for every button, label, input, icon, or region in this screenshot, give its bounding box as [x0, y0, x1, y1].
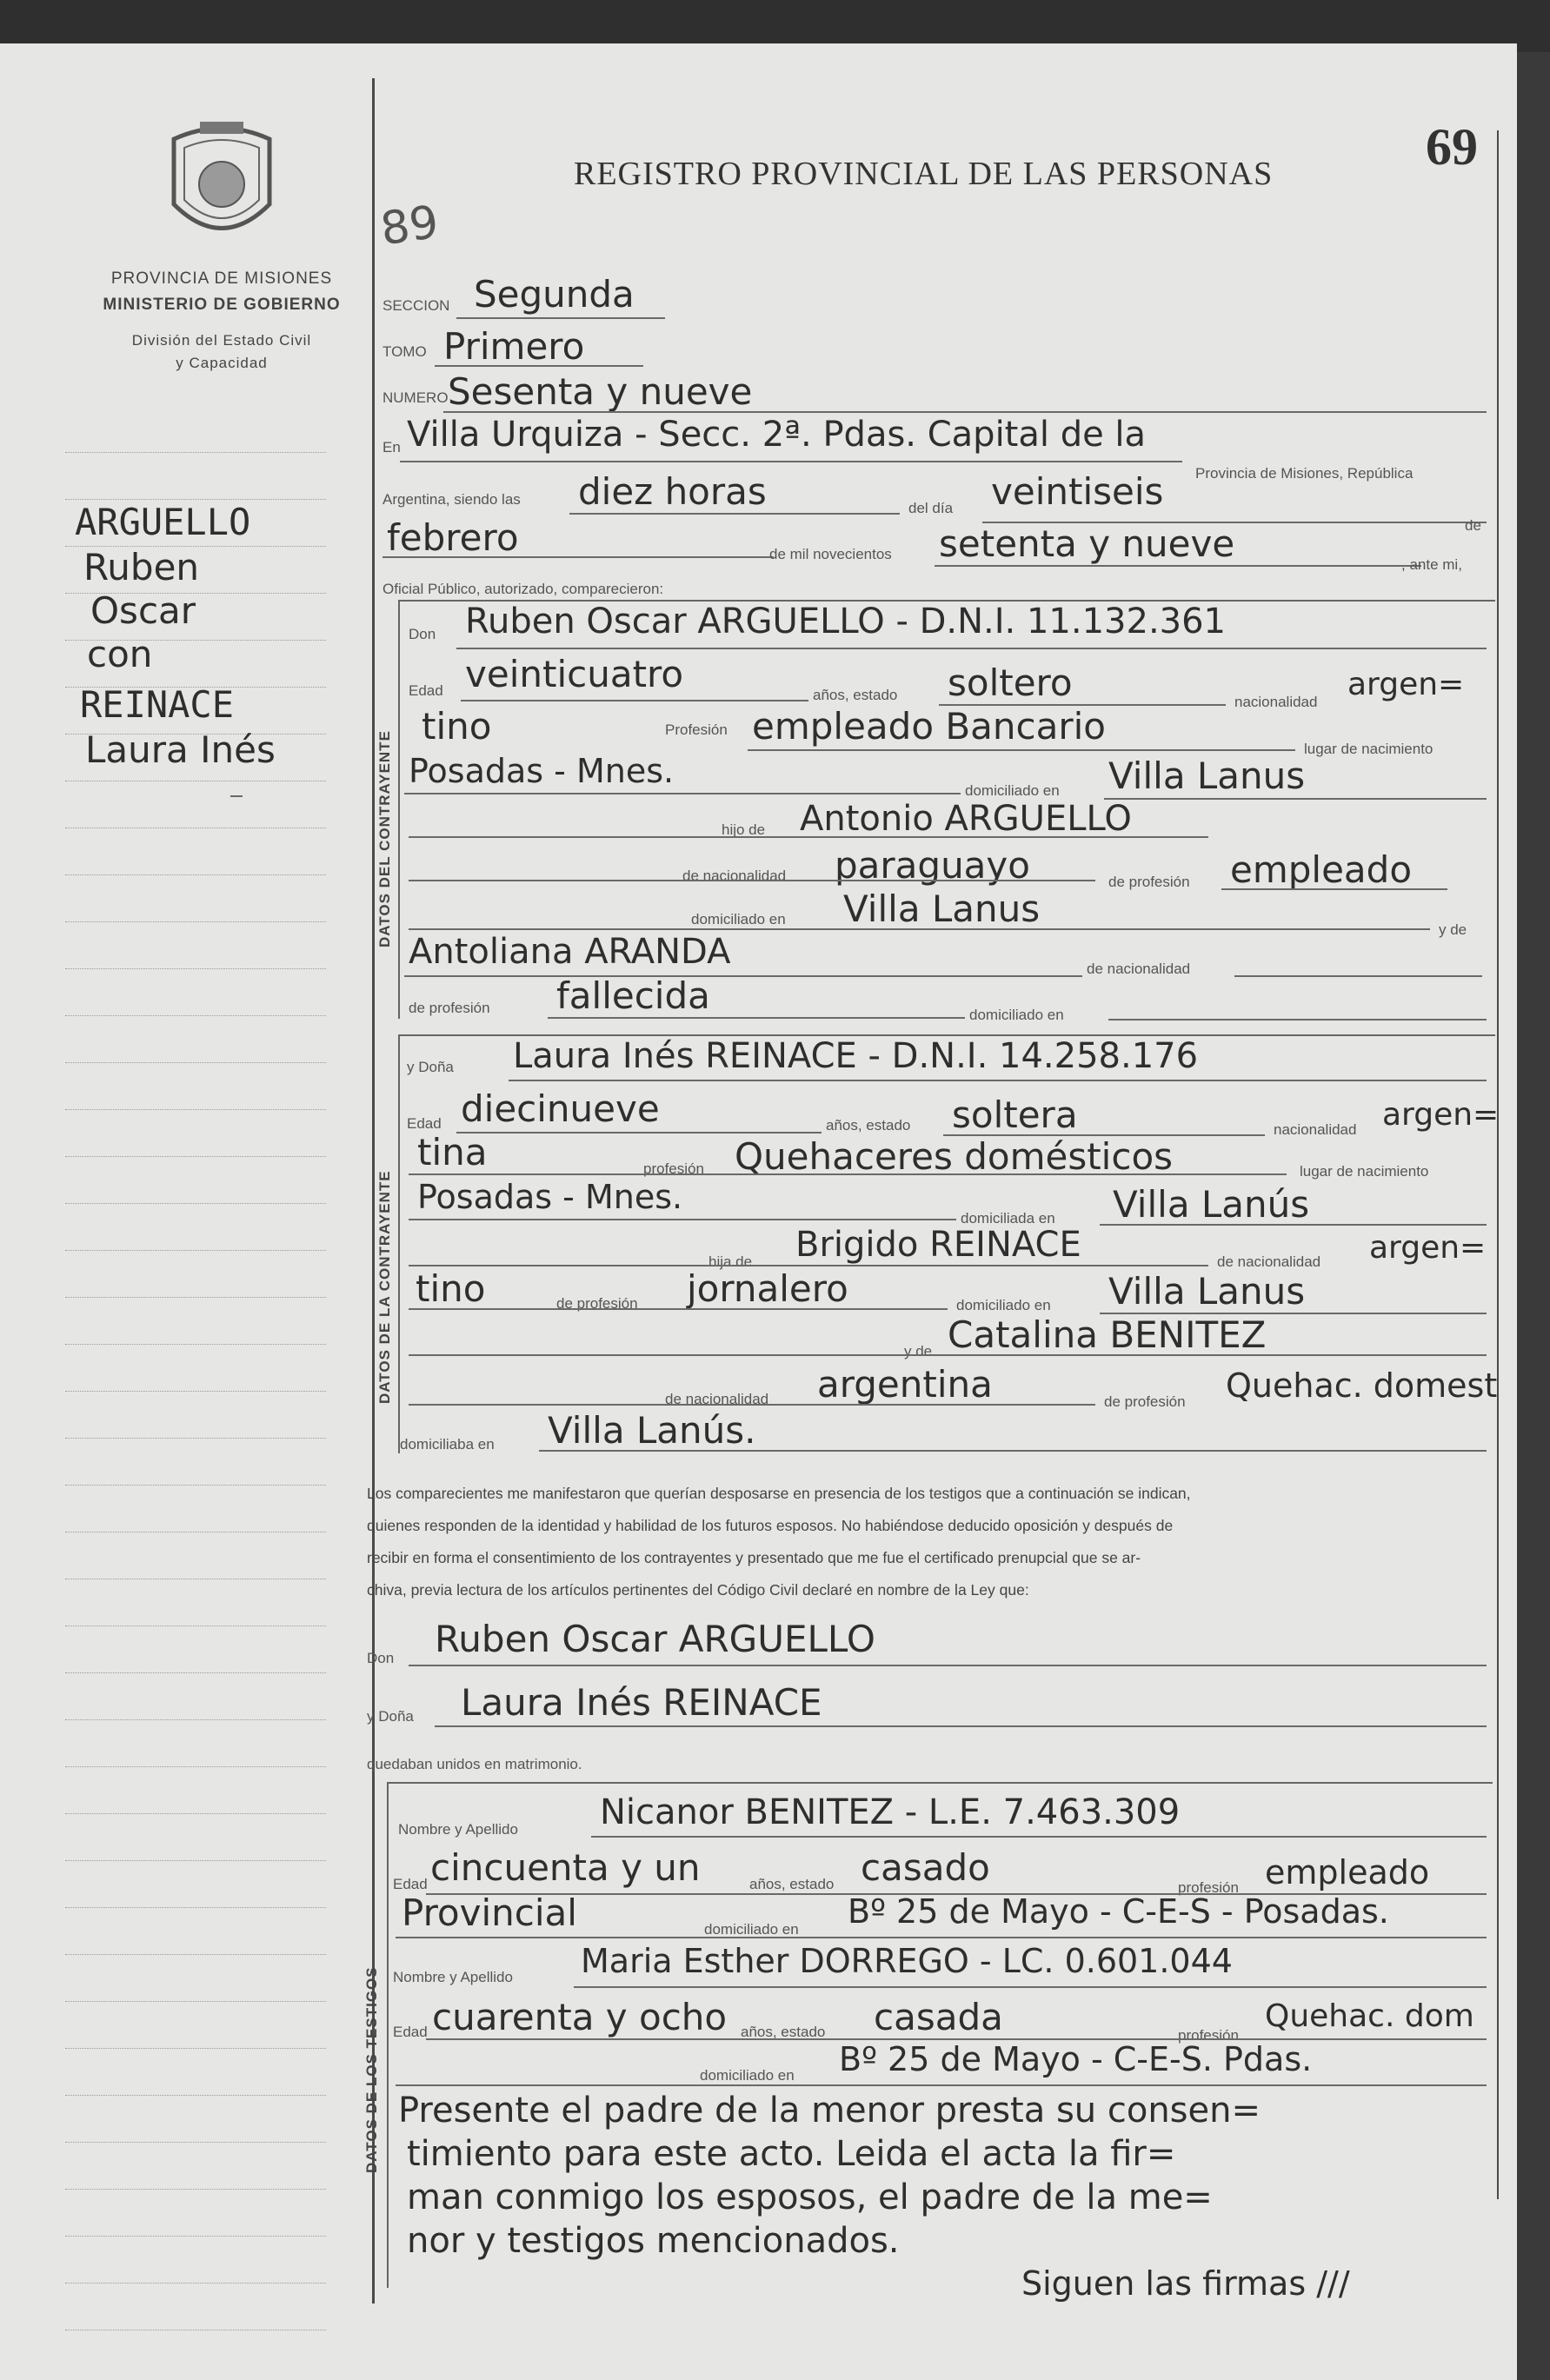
- hijo-label: hijo de: [722, 821, 766, 838]
- domicilio2-value: Villa Lanús: [1113, 1183, 1310, 1226]
- t2-nombre-label: Nombre y Apellido: [393, 1969, 513, 1985]
- padre-dom-label: domiciliado en: [691, 911, 786, 927]
- domicilio2-line: [1100, 1224, 1487, 1226]
- profesion2-value: Quehaceres domésticos: [735, 1135, 1174, 1178]
- esposa-value: Laura Inés REINACE: [461, 1681, 822, 1724]
- en-label: En: [383, 439, 401, 455]
- madre-value: Antoliana ARANDA: [409, 932, 731, 972]
- edad2-line: [456, 1132, 822, 1133]
- padre2-prof-label: de profesión: [556, 1295, 638, 1312]
- margin-note-line-2: Ruben: [83, 546, 200, 588]
- t1-nombre-value: Nicanor BENITEZ - L.E. 7.463.309: [600, 1792, 1181, 1832]
- margin-ruled-line: [65, 1203, 326, 1204]
- margin-ruled-line: [65, 452, 326, 453]
- t1-dom-line: [396, 1937, 1487, 1938]
- madre2-nac-label: de nacionalidad: [665, 1391, 769, 1407]
- madre2-nac-value: argentina: [817, 1363, 993, 1406]
- t2-profesion-value: Quehac. dom: [1265, 1998, 1474, 2034]
- margin-note-line-4: con: [87, 633, 153, 675]
- t1-estado-value: casado: [861, 1846, 990, 1889]
- madre-nac-line: [1234, 975, 1482, 977]
- dona-label: y Doña: [407, 1059, 454, 1075]
- declaration-line-3: recibir en forma el consentimiento de los contrayentes y presentado que me fue el certificado prenupcial que se ar-: [367, 1549, 1141, 1566]
- t1-nombre-line: [591, 1836, 1487, 1838]
- madre-prof-line: [548, 1017, 965, 1019]
- padre2-nac-label: de nacionalidad: [1217, 1253, 1321, 1270]
- hija-label: hija de: [708, 1253, 753, 1270]
- lugar-nac2-line: [409, 1219, 956, 1220]
- margin-ruled-line: [65, 1719, 326, 1720]
- hora-value: diez horas: [578, 470, 767, 513]
- margin-ruled-line: [65, 1391, 326, 1392]
- edad-line: [461, 700, 808, 701]
- margin-ruled-line: [65, 1766, 326, 1767]
- padre2-nac-value-b: tino: [416, 1267, 486, 1310]
- y-de-label: y de: [1439, 921, 1467, 938]
- domicilio-value: Villa Lanus: [1108, 755, 1306, 797]
- office-line-2: MINISTERIO DE GOBIERNO: [103, 296, 341, 314]
- t1-prof-label: profesión: [1178, 1879, 1239, 1896]
- numero-value: Sesenta y nueve: [448, 370, 753, 413]
- nacionalidad2-label: nacionalidad: [1274, 1121, 1357, 1138]
- margin-ruled-line: [65, 1156, 326, 1157]
- padre-nac-value: paraguayo: [835, 844, 1030, 887]
- y-de2-label: y de: [904, 1343, 933, 1360]
- edad-value: veinticuatro: [465, 653, 684, 695]
- margin-ruled-line: [65, 1954, 326, 1955]
- lugar-nac-line: [404, 793, 961, 794]
- registry-title: REGISTRO PROVINCIAL DE LAS PERSONAS: [574, 156, 1274, 192]
- padre2-line: [409, 1265, 1208, 1266]
- domicilio-label: domiciliado en: [965, 782, 1060, 799]
- madre2-dom-value: Villa Lanús.: [548, 1409, 756, 1452]
- padre-nac-label: de nacionalidad: [682, 868, 787, 884]
- padre2-prof-line: [409, 1308, 948, 1310]
- tomo-label: TOMO: [383, 343, 427, 360]
- contrayente2-nombre: Laura Inés REINACE - D.N.I. 14.258.176: [513, 1036, 1199, 1076]
- lugar-line: [400, 461, 1182, 462]
- office-line-3: División del Estado Civil: [131, 332, 312, 349]
- margin-ruled-line: [65, 499, 326, 500]
- nacionalidad2-value-b: tina: [417, 1131, 488, 1173]
- margin-note-line-1: ARGUELLO: [75, 501, 251, 543]
- margin-ruled-line: [65, 2095, 326, 2096]
- margin-ruled-line: [65, 1625, 326, 1626]
- note-line-3: man conmigo los esposos, el padre de la me=: [407, 2177, 1213, 2217]
- edad-label: Edad: [409, 682, 443, 699]
- nacionalidad2-value-a: argen=: [1382, 1097, 1500, 1133]
- profesion2-line: [409, 1173, 1287, 1175]
- padre2-prof-value: jornalero: [687, 1267, 848, 1310]
- margin-ruled-line: [65, 968, 326, 969]
- dia-value: veintiseis: [991, 470, 1164, 513]
- margin-note-line-3: Oscar: [90, 589, 196, 632]
- madre2-dom-label: domiciliaba en: [400, 1436, 495, 1453]
- esposo-value: Ruben Oscar ARGUELLO: [435, 1618, 875, 1660]
- t1-edad-label: Edad: [393, 1876, 428, 1892]
- argentina-label: Argentina, siendo las: [383, 491, 521, 508]
- profesion-value: empleado Bancario: [752, 705, 1106, 748]
- note-line-4: nor y testigos mencionados.: [407, 2221, 900, 2261]
- madre-nac-label: de nacionalidad: [1087, 961, 1191, 977]
- nacionalidad-label: nacionalidad: [1234, 694, 1318, 710]
- del-dia-label: del día: [908, 500, 954, 516]
- side-label-contrayente2: DATOS DE LA CONTRAYENTE: [376, 1170, 393, 1404]
- domicilio2-label: domiciliada en: [961, 1210, 1055, 1227]
- margin-ruled-line: [65, 1250, 326, 1251]
- t2-anos-label: años, estado: [741, 2024, 826, 2040]
- padre-prof-value: empleado: [1230, 848, 1413, 891]
- madre2-dom-line: [539, 1450, 1487, 1452]
- margin-ruled-line: [65, 2236, 326, 2237]
- nacionalidad-value-b: tino: [422, 705, 492, 748]
- padre2-value: Brigido REINACE: [795, 1225, 1081, 1265]
- numero-label: NUMERO: [383, 389, 449, 406]
- contrayente-nombre-line: [456, 648, 1487, 649]
- padre2-dom-value: Villa Lanus: [1108, 1270, 1306, 1313]
- side-label-testigos: DATOS DE LOS TESTIGOS: [363, 1966, 380, 2173]
- margin-ruled-line: [65, 2142, 326, 2143]
- lugar-value: Villa Urquiza - Secc. 2ª. Pdas. Capital de la: [407, 415, 1147, 455]
- profesion-line: [748, 749, 1295, 751]
- contrayente2-nombre-line: [509, 1080, 1487, 1081]
- madre2-line: [409, 1354, 1487, 1356]
- anos-estado-label: años, estado: [813, 687, 898, 703]
- margin-note-dash: [230, 795, 243, 797]
- margin-ruled-line: [65, 1813, 326, 1814]
- t1-nombre-label: Nombre y Apellido: [398, 1821, 518, 1838]
- mes-value: febrero: [387, 516, 519, 559]
- t2-nombre-value: Maria Esther DORREGO - LC. 0.601.044: [581, 1942, 1233, 1980]
- margin-ruled-line: [65, 1485, 326, 1486]
- estado-value: soltero: [948, 661, 1073, 704]
- edad2-value: diecinueve: [461, 1087, 660, 1130]
- t2-dom-label: domiciliado en: [700, 2067, 795, 2084]
- unidos-text: quedaban unidos en matrimonio.: [367, 1756, 582, 1772]
- ante-label: , ante mi,: [1401, 556, 1462, 573]
- closing-note: Siguen las firmas ///: [1021, 2264, 1350, 2303]
- contrayente-nombre: Ruben Oscar ARGUELLO - D.N.I. 11.132.361: [465, 602, 1226, 642]
- page-number: 69: [1426, 118, 1478, 176]
- estado2-value: soltera: [952, 1094, 1078, 1136]
- note-line-2: timiento para este acto. Leida el acta la fir=: [407, 2134, 1176, 2174]
- padre-dom-line: [409, 928, 1430, 930]
- t1-anos-label: años, estado: [749, 1876, 835, 1892]
- corner-mark: 89: [377, 196, 442, 256]
- oficial-label: Oficial Público, autorizado, comparecieron:: [383, 581, 664, 597]
- office-line-4: y Capacidad: [176, 355, 268, 371]
- lugar-nac-value: Posadas - Mnes.: [409, 752, 675, 790]
- de-label: de: [1465, 517, 1481, 534]
- margin-ruled-line: [65, 1344, 326, 1345]
- nacionalidad-value-a: argen=: [1347, 667, 1465, 702]
- t2-edad-label: Edad: [393, 2024, 428, 2040]
- anio-value: setenta y nueve: [939, 522, 1235, 565]
- padre-line: [409, 836, 1208, 838]
- madre-prof-label: de profesión: [409, 1000, 490, 1016]
- t2-dom-line: [396, 2084, 1487, 2086]
- madre-prof-value: fallecida: [556, 974, 710, 1017]
- esposo-don-label: Don: [367, 1650, 395, 1666]
- padre-prof-line: [1221, 888, 1447, 890]
- padre2-nac-value-a: argen=: [1369, 1230, 1487, 1266]
- hora-line: [569, 513, 900, 515]
- edad2-label: Edad: [407, 1115, 442, 1132]
- declaration-line-2: quienes responden de la identidad y habilidad de los futuros esposos. No habiéndose deducido oposición y después de: [367, 1517, 1174, 1534]
- madre-dom-label: domiciliado en: [969, 1007, 1064, 1023]
- note-line-1: Presente el padre de la menor presta su consen=: [398, 2091, 1261, 2131]
- t2-prof-label: profesión: [1178, 2027, 1239, 2044]
- madre2-nac-line: [409, 1404, 1095, 1406]
- lugar-nac2-value: Posadas - Mnes.: [417, 1178, 683, 1216]
- margin-ruled-line: [65, 1297, 326, 1298]
- seccion-line: [456, 317, 665, 319]
- margin-ruled-line: [65, 1672, 326, 1673]
- margin-ruled-line: [65, 2189, 326, 2190]
- madre2-prof-value: Quehac. domest: [1226, 1366, 1498, 1405]
- margin-ruled-line: [65, 1860, 326, 1861]
- provincial-seal-icon: [165, 122, 278, 252]
- t1-profesion-b: Provincial: [402, 1891, 577, 1934]
- margin-note-line-6: Laura Inés: [85, 728, 276, 771]
- declaration-line-1: Los comparecientes me manifestaron que querían desposarse en presencia de los testigos que a continuación se indican,: [367, 1485, 1191, 1502]
- esposa-dona-label: y Doña: [367, 1708, 414, 1725]
- margin-ruled-line: [65, 2283, 326, 2284]
- anio-line: [935, 565, 1421, 567]
- margin-ruled-line: [65, 1907, 326, 1908]
- padre-dom-value: Villa Lanus: [843, 888, 1041, 930]
- margin-note-line-5: REINACE: [80, 683, 235, 726]
- t1-dom-label: domiciliado en: [704, 1921, 799, 1938]
- right-border: [1497, 130, 1499, 2199]
- t2-nombre-line: [574, 1986, 1487, 1988]
- seccion-label: SECCION: [383, 297, 450, 314]
- tomo-value: Primero: [443, 325, 585, 368]
- lugar-nac-label: lugar de nacimiento: [1304, 741, 1434, 757]
- t1-domicilio-value: Bº 25 de Mayo - C-E-S - Posadas.: [848, 1892, 1389, 1931]
- profesion2-label: profesión: [643, 1160, 704, 1177]
- margin-ruled-line: [65, 921, 326, 922]
- margin-ruled-line: [65, 1015, 326, 1016]
- margin-ruled-line: [65, 1438, 326, 1439]
- side-label-contrayente: DATOS DEL CONTRAYENTE: [376, 730, 393, 947]
- provincia-text: Provincia de Misiones, República: [1195, 465, 1414, 482]
- t2-estado-value: casada: [874, 1996, 1003, 2038]
- anos-estado2-label: años, estado: [826, 1117, 911, 1133]
- t1-profesion-a: empleado: [1265, 1853, 1430, 1891]
- padre2-dom-label: domiciliado en: [956, 1297, 1051, 1313]
- padre-prof-label: de profesión: [1108, 874, 1190, 890]
- mil-label: de mil novecientos: [769, 546, 892, 562]
- mes-line: [383, 556, 774, 558]
- lugar-nac2-label: lugar de nacimiento: [1300, 1163, 1429, 1180]
- seccion-value: Segunda: [474, 273, 635, 316]
- margin-ruled-line: [65, 1109, 326, 1110]
- t1-edad-value: cincuenta y un: [430, 1846, 701, 1889]
- tomo-line: [435, 365, 643, 367]
- t2-edad-value: cuarenta y ocho: [432, 1996, 728, 2038]
- padre-value: Antonio ARGUELLO: [800, 799, 1132, 839]
- madre2-value: Catalina BENITEZ: [948, 1313, 1267, 1356]
- numero-line: [443, 411, 1487, 413]
- declaration-line-4: chiva, previa lectura de los artículos pertinentes del Código Civil declaré en nombre de la Ley que:: [367, 1581, 1029, 1599]
- margin-ruled-line: [65, 1062, 326, 1063]
- margin-ruled-line: [65, 2001, 326, 2002]
- margin-ruled-line: [65, 2048, 326, 2049]
- profesion-label: Profesión: [665, 721, 728, 738]
- don-label: Don: [409, 626, 436, 642]
- domicilio-line: [1104, 798, 1487, 800]
- t2-domicilio-value: Bº 25 de Mayo - C-E-S. Pdas.: [839, 2040, 1313, 2078]
- esposa-line: [435, 1725, 1487, 1727]
- madre-dom-line: [1108, 1019, 1487, 1020]
- esposo-line: [409, 1665, 1487, 1666]
- margin-ruled-line: [65, 874, 326, 875]
- madre-line: [404, 975, 1082, 977]
- office-line-1: PROVINCIA DE MISIONES: [110, 269, 333, 288]
- madre2-prof-label: de profesión: [1104, 1393, 1186, 1410]
- padre-nac-line: [409, 880, 1095, 881]
